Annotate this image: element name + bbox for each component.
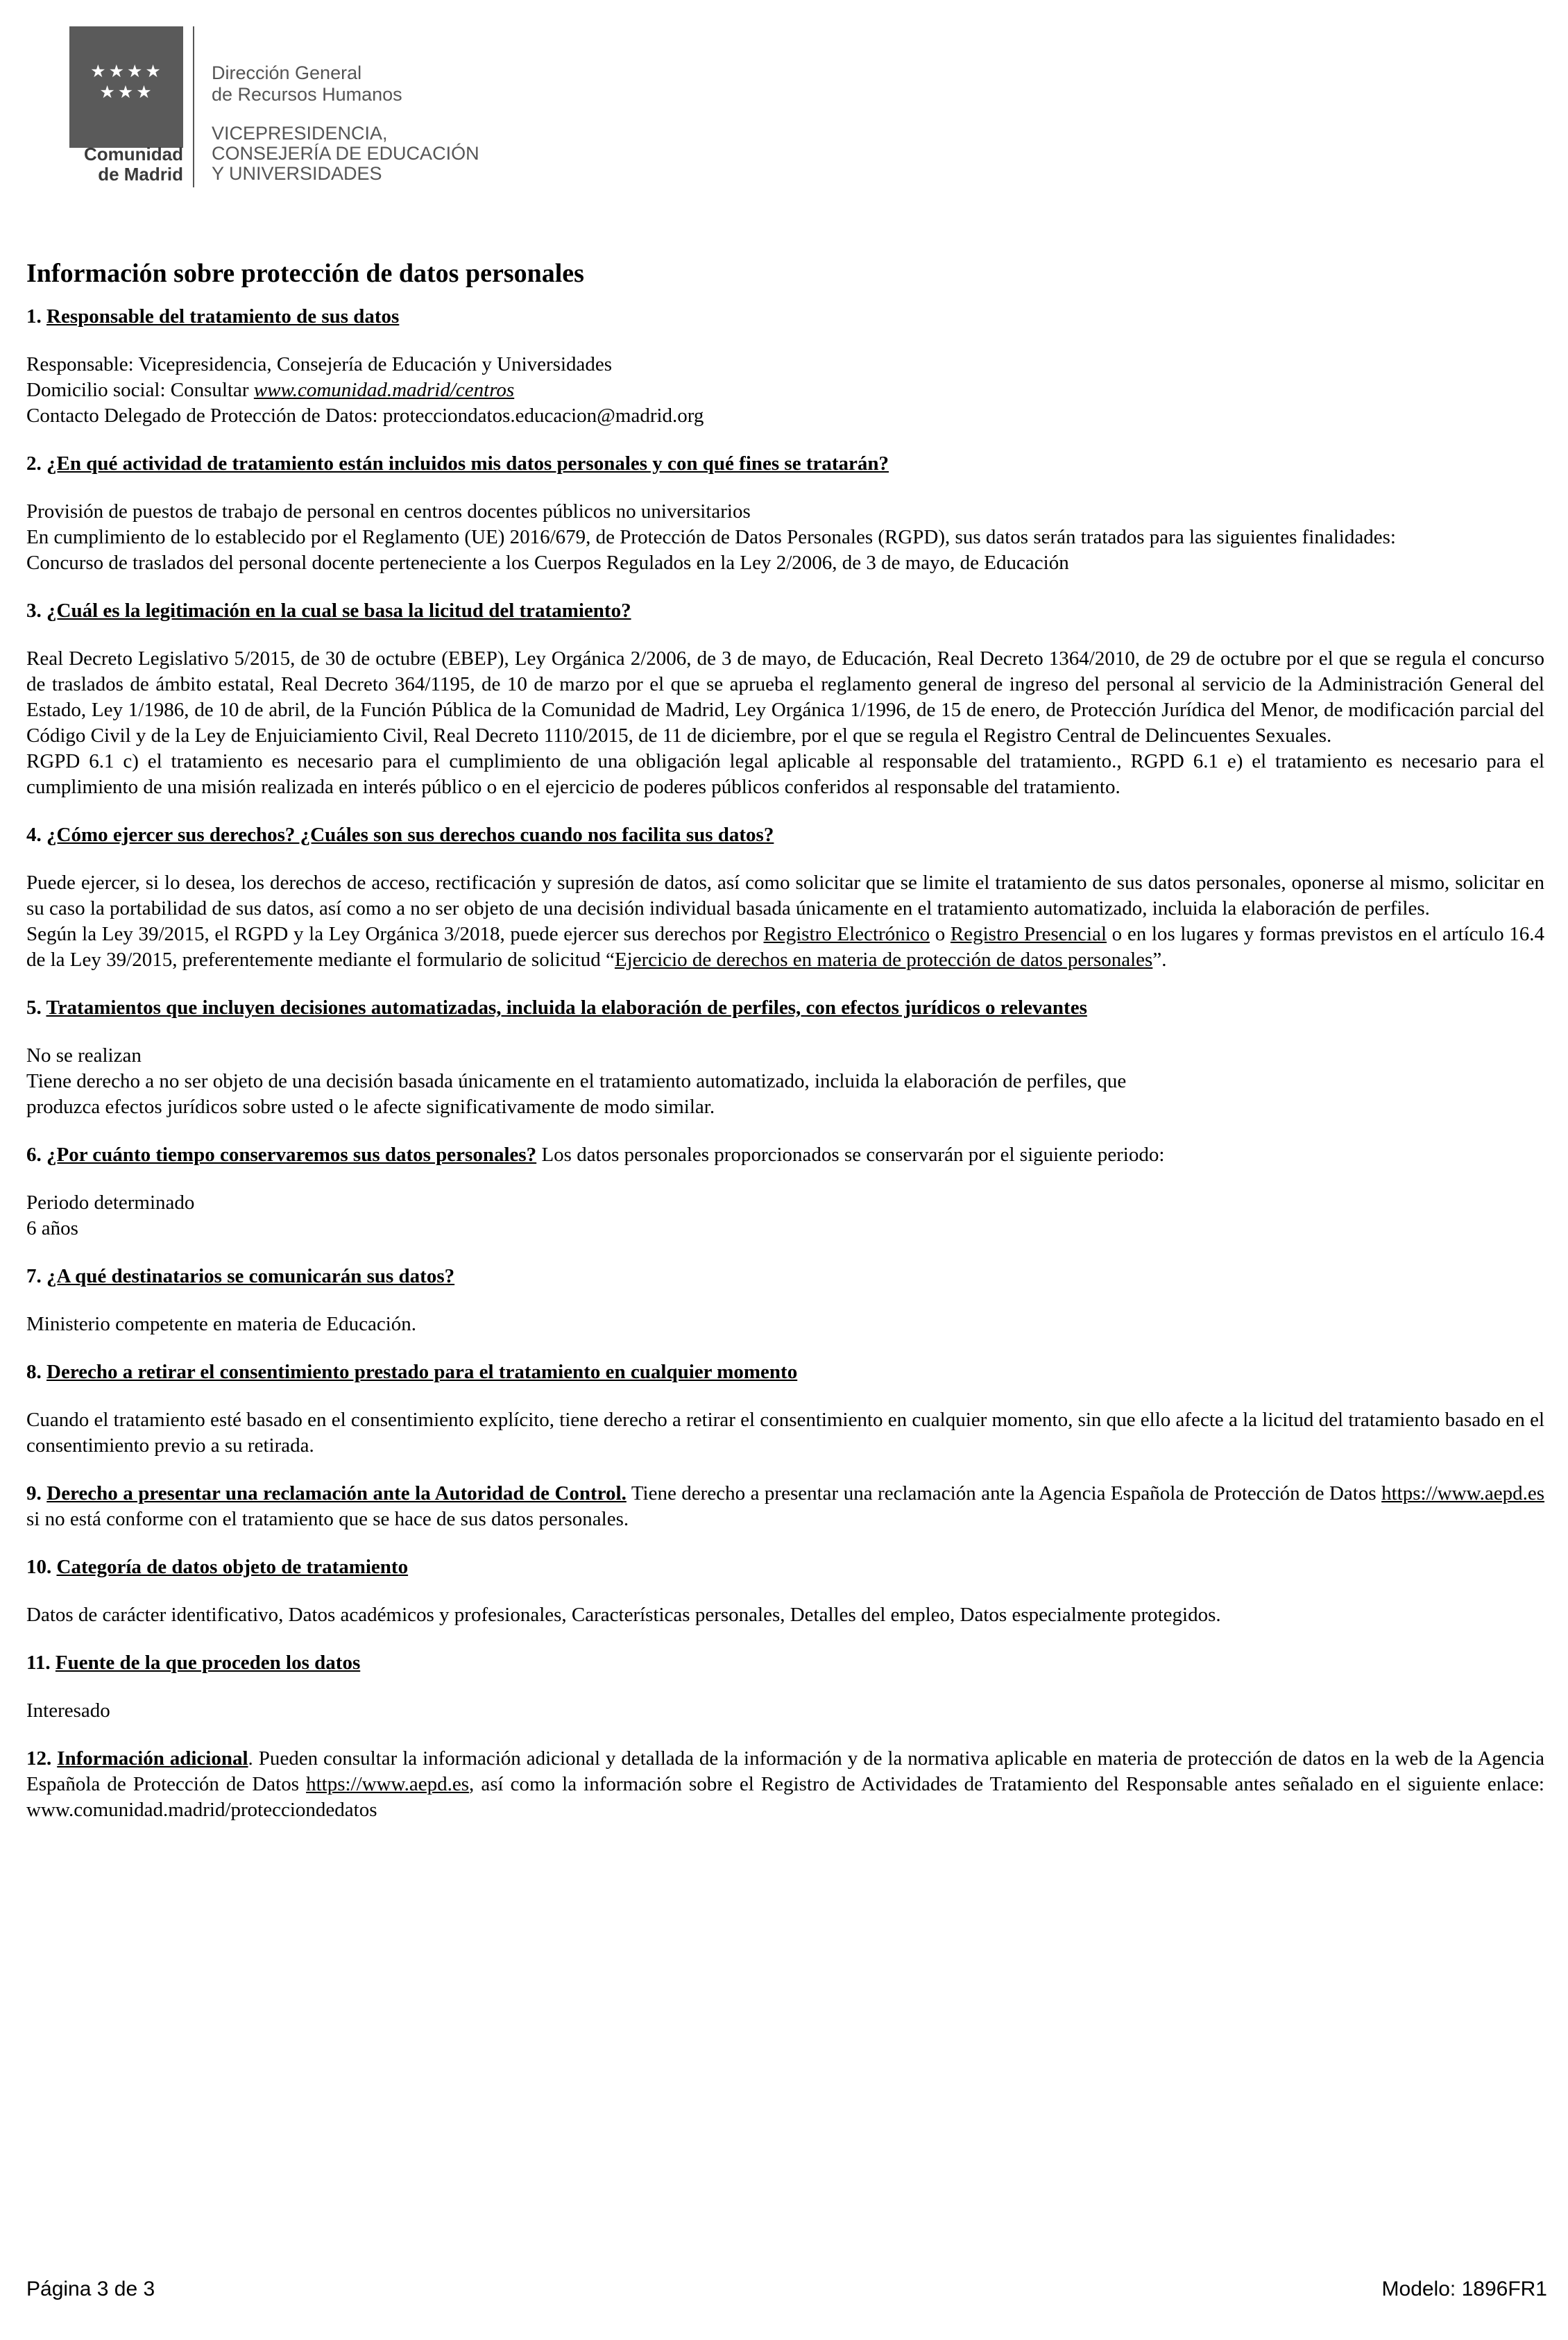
ejercer-text-a: Según la Ley 39/2015, el RGPD y la Ley Orgánica 3/2018, puede ejercer sus derechos por [26, 923, 764, 945]
domicilio-label: Domicilio social: Consultar [26, 379, 254, 401]
section-number: 1. [26, 305, 42, 328]
section-number: 4. [26, 824, 42, 846]
section-number: 5. [26, 997, 42, 1019]
section-title: ¿Por cuánto tiempo conservaremos sus datos personales? [46, 1144, 537, 1166]
section-title: Información adicional [57, 1747, 248, 1770]
decision-line-2: produzca efectos jurídicos sobre usted o le afecte significativamente de modo similar. [26, 1096, 715, 1118]
dg-line1: Dirección General [212, 62, 362, 83]
ejercer-text-b: o [930, 923, 951, 945]
section-title: Fuente de la que proceden los datos [55, 1652, 361, 1674]
decision-line-1: Tiene derecho a no ser objeto de una decisión basada únicamente en el tratamiento automatizado, incluida la elaboración de perfiles, que [26, 1070, 1127, 1092]
section-number: 12. [26, 1747, 52, 1770]
legitimacion-paragraph: Real Decreto Legislativo 5/2015, de 30 de octubre (EBEP), Ley Orgánica 2/2006, de 3 de mayo, de Educación, Real Decreto 1364/2010, de 29 de octubre por el que se regula el concurso de traslados de ámbito estatal, Real Decreto 364/1195, de 10 de marzo por el que se aprueba el reglamento general de ingreso del personal al servicio de la Administración General del Estado, Ley 1/1986, de 10 de abril, de la Función Pública de la Comunidad de Madrid, Ley Orgánica 1/1996, de 15 de enero, de Protección Jurídica del Menor, de modificación parcial del Código Civil y de la Ley de Enjuiciamiento Civil, Real Decreto 1110/2015, de 11 de diciembre, por el que se regula el Registro Central de Delincuentes Sexuales. [26, 647, 1544, 747]
periodo-line: Periodo determinado [26, 1192, 195, 1214]
section-2-heading [26, 451, 1544, 477]
ejercer-text-c: o en los lugares y formas previstos en el artículo 16.4 de la Ley 39/2015, preferentemente mediante el formulario de solicitud “ [26, 923, 1545, 971]
section-number: 6. [26, 1144, 42, 1166]
no-se-realizan: No se realizan [26, 1044, 142, 1067]
header [69, 26, 555, 187]
section-title: ¿A qué destinatarios se comunicarán sus datos? [46, 1265, 455, 1287]
dg-line2: de Recursos Humanos [212, 84, 402, 105]
section-6-heading [26, 1142, 1544, 1168]
section-11-heading [26, 1650, 1544, 1676]
section-8-body [26, 1407, 1544, 1459]
centros-link[interactable]: www.comunidad.madrid/centros [253, 379, 515, 401]
section-12 [26, 1746, 1544, 1823]
section-7-heading [26, 1264, 1544, 1289]
org-name [69, 144, 183, 185]
derechos-paragraph: Puede ejercer, si lo desea, los derechos de acceso, rectificación y supresión de datos, así como solicitar que se limite el tratamiento de sus datos personales, oponerse al mismo, solicitar en su caso la portabilidad de sus datos, así como a no ser objeto de una decisión individual basada únicamente en el tratamiento automatizado, incluida la elaboración de perfiles. [26, 872, 1544, 919]
registro-electronico-link[interactable]: Registro Electrónico [763, 923, 930, 945]
section-11-body [26, 1698, 1544, 1724]
section-title: Tratamientos que incluyen decisiones automatizadas, incluida la elaboración de perfiles, con efectos jurídicos o relevantes [46, 997, 1087, 1019]
section-1-body [26, 352, 1544, 429]
stars-row-1: ★★★★ [90, 61, 164, 81]
section-title: ¿En qué actividad de tratamiento están incluidos mis datos personales y con qué fines se tratarán? [46, 452, 889, 475]
section-number: 7. [26, 1265, 42, 1287]
finalidades-intro: En cumplimiento de lo establecido por el Reglamento (UE) 2016/679, de Protección de Datos Personales (RGPD), sus datos serán tratados para las siguientes finalidades: [26, 526, 1396, 548]
reclamacion-text-a: Tiene derecho a presentar una reclamación ante la Agencia Española de Protección de Datos [626, 1482, 1382, 1504]
vice-line1: VICEPRESIDENCIA, [212, 123, 388, 144]
section-10-body [26, 1602, 1544, 1628]
section-6-body [26, 1190, 1544, 1241]
section-4-heading [26, 822, 1544, 848]
destinatarios-line: Ministerio competente en materia de Educación. [26, 1313, 417, 1335]
contacto-dpd-line: Contacto Delegado de Protección de Datos: protecciondatos.educacion@madrid.org [26, 405, 704, 427]
model-number: Modelo: 1896FR1 [1381, 2278, 1547, 2300]
section-number: 3. [26, 600, 42, 622]
section-10-heading [26, 1554, 1544, 1580]
header-divider [193, 26, 194, 187]
org-name-line1: Comunidad [84, 144, 183, 164]
org-name-line2: de Madrid [98, 164, 183, 185]
section-7-body [26, 1312, 1544, 1337]
section-6-tail: Los datos personales proporcionados se conservarán por el siguiente periodo: [536, 1144, 1165, 1166]
section-title: Derecho a presentar una reclamación ante la Autoridad de Control. [46, 1482, 627, 1504]
section-title: ¿Cómo ejercer sus derechos? ¿Cuáles son sus derechos cuando nos facilita sus datos? [46, 824, 774, 846]
section-3-heading [26, 598, 1544, 624]
registro-presencial-link[interactable]: Registro Presencial [950, 923, 1107, 945]
page-number: Página 3 de 3 [26, 2278, 155, 2300]
direccion-general [212, 62, 402, 105]
section-title: ¿Cuál es la legitimación en la cual se basa la licitud del tratamiento? [46, 600, 631, 622]
responsable-line: Responsable: Vicepresidencia, Consejería de Educación y Universidades [26, 353, 613, 375]
section-number: 10. [26, 1556, 52, 1578]
info-adicional-text-b: , así como la información sobre el Registro de Actividades de Tratamiento del Responsable antes señalado en el siguiente enlace: www.comunidad.madrid/protecciondedatos [26, 1773, 1544, 1821]
section-3-body [26, 646, 1544, 800]
aepd-link[interactable]: https://www.aepd.es [1381, 1482, 1545, 1504]
categorias-line: Datos de carácter identificativo, Datos académicos y profesionales, Características personales, Detalles del empleo, Datos especialmente protegidos. [26, 1604, 1221, 1626]
section-number: 9. [26, 1482, 42, 1504]
fuente-line: Interesado [26, 1699, 110, 1722]
section-number: 11. [26, 1652, 51, 1674]
section-2-body [26, 499, 1544, 576]
document-body [26, 257, 1544, 1845]
section-title: Responsable del tratamiento de sus datos [46, 305, 400, 328]
rgpd-paragraph: RGPD 6.1 c) el tratamiento es necesario para el cumplimiento de una obligación legal aplicable al responsable del tratamiento., RGPD 6.1 e) el tratamiento es necesario para el cumplimiento de una misión realizada en interés público o en el ejercicio de poderes públicos conferidos al responsable del tratamiento. [26, 750, 1544, 798]
stars-row-2: ★★★ [99, 82, 155, 102]
section-number: 2. [26, 452, 42, 475]
section-title: Derecho a retirar el consentimiento prestado para el tratamiento en cualquier momento [46, 1361, 798, 1383]
domicilio-line [26, 378, 1544, 403]
section-1-heading [26, 304, 1544, 330]
vicepresidencia [212, 124, 479, 184]
vice-line3: Y UNIVERSIDADES [212, 163, 382, 184]
ejercer-text-d: ”. [1152, 949, 1167, 971]
reclamacion-text-b: si no está conforme con el tratamiento que se hace de sus datos personales. [26, 1508, 629, 1530]
info-adicional-text-a: . Pueden consultar la información adicional y detallada de la información y de la normativa aplicable en materia de protección de datos en la web de la Agencia Española de Protección de Datos [26, 1747, 1544, 1795]
comunidad-madrid-logo [69, 26, 183, 148]
section-5-heading [26, 995, 1544, 1021]
ejercer-paragraph [26, 922, 1544, 973]
section-9 [26, 1481, 1544, 1532]
page-title: Información sobre protección de datos personales [26, 259, 584, 288]
section-5-body [26, 1043, 1544, 1120]
section-8-heading [26, 1359, 1544, 1385]
section-4-body [26, 870, 1544, 973]
consentimiento-paragraph: Cuando el tratamiento esté basado en el consentimiento explícito, tiene derecho a retirar el consentimiento en cualquier momento, sin que ello afecte a la licitud del tratamiento basado en el consentimiento previo a su retirada. [26, 1409, 1544, 1457]
anios-line: 6 años [26, 1217, 78, 1239]
vice-line2: CONSEJERÍA DE EDUCACIÓN [212, 143, 479, 164]
finalidad-line: Concurso de traslados del personal docente perteneciente a los Cuerpos Regulados en la Ley 2/2006, de 3 de mayo, de Educación [26, 552, 1069, 574]
actividad-line: Provisión de puestos de trabajo de personal en centros docentes públicos no universitarios [26, 500, 751, 523]
section-12-text [26, 1746, 1544, 1823]
stars-icon [82, 61, 172, 103]
section-title: Categoría de datos objeto de tratamiento [56, 1556, 409, 1578]
section-9-text [26, 1481, 1544, 1532]
section-number: 8. [26, 1361, 42, 1383]
aepd-link[interactable]: https://www.aepd.es [306, 1773, 470, 1795]
ejercicio-derechos-link[interactable]: Ejercicio de derechos en materia de protección de datos personales [614, 949, 1153, 971]
